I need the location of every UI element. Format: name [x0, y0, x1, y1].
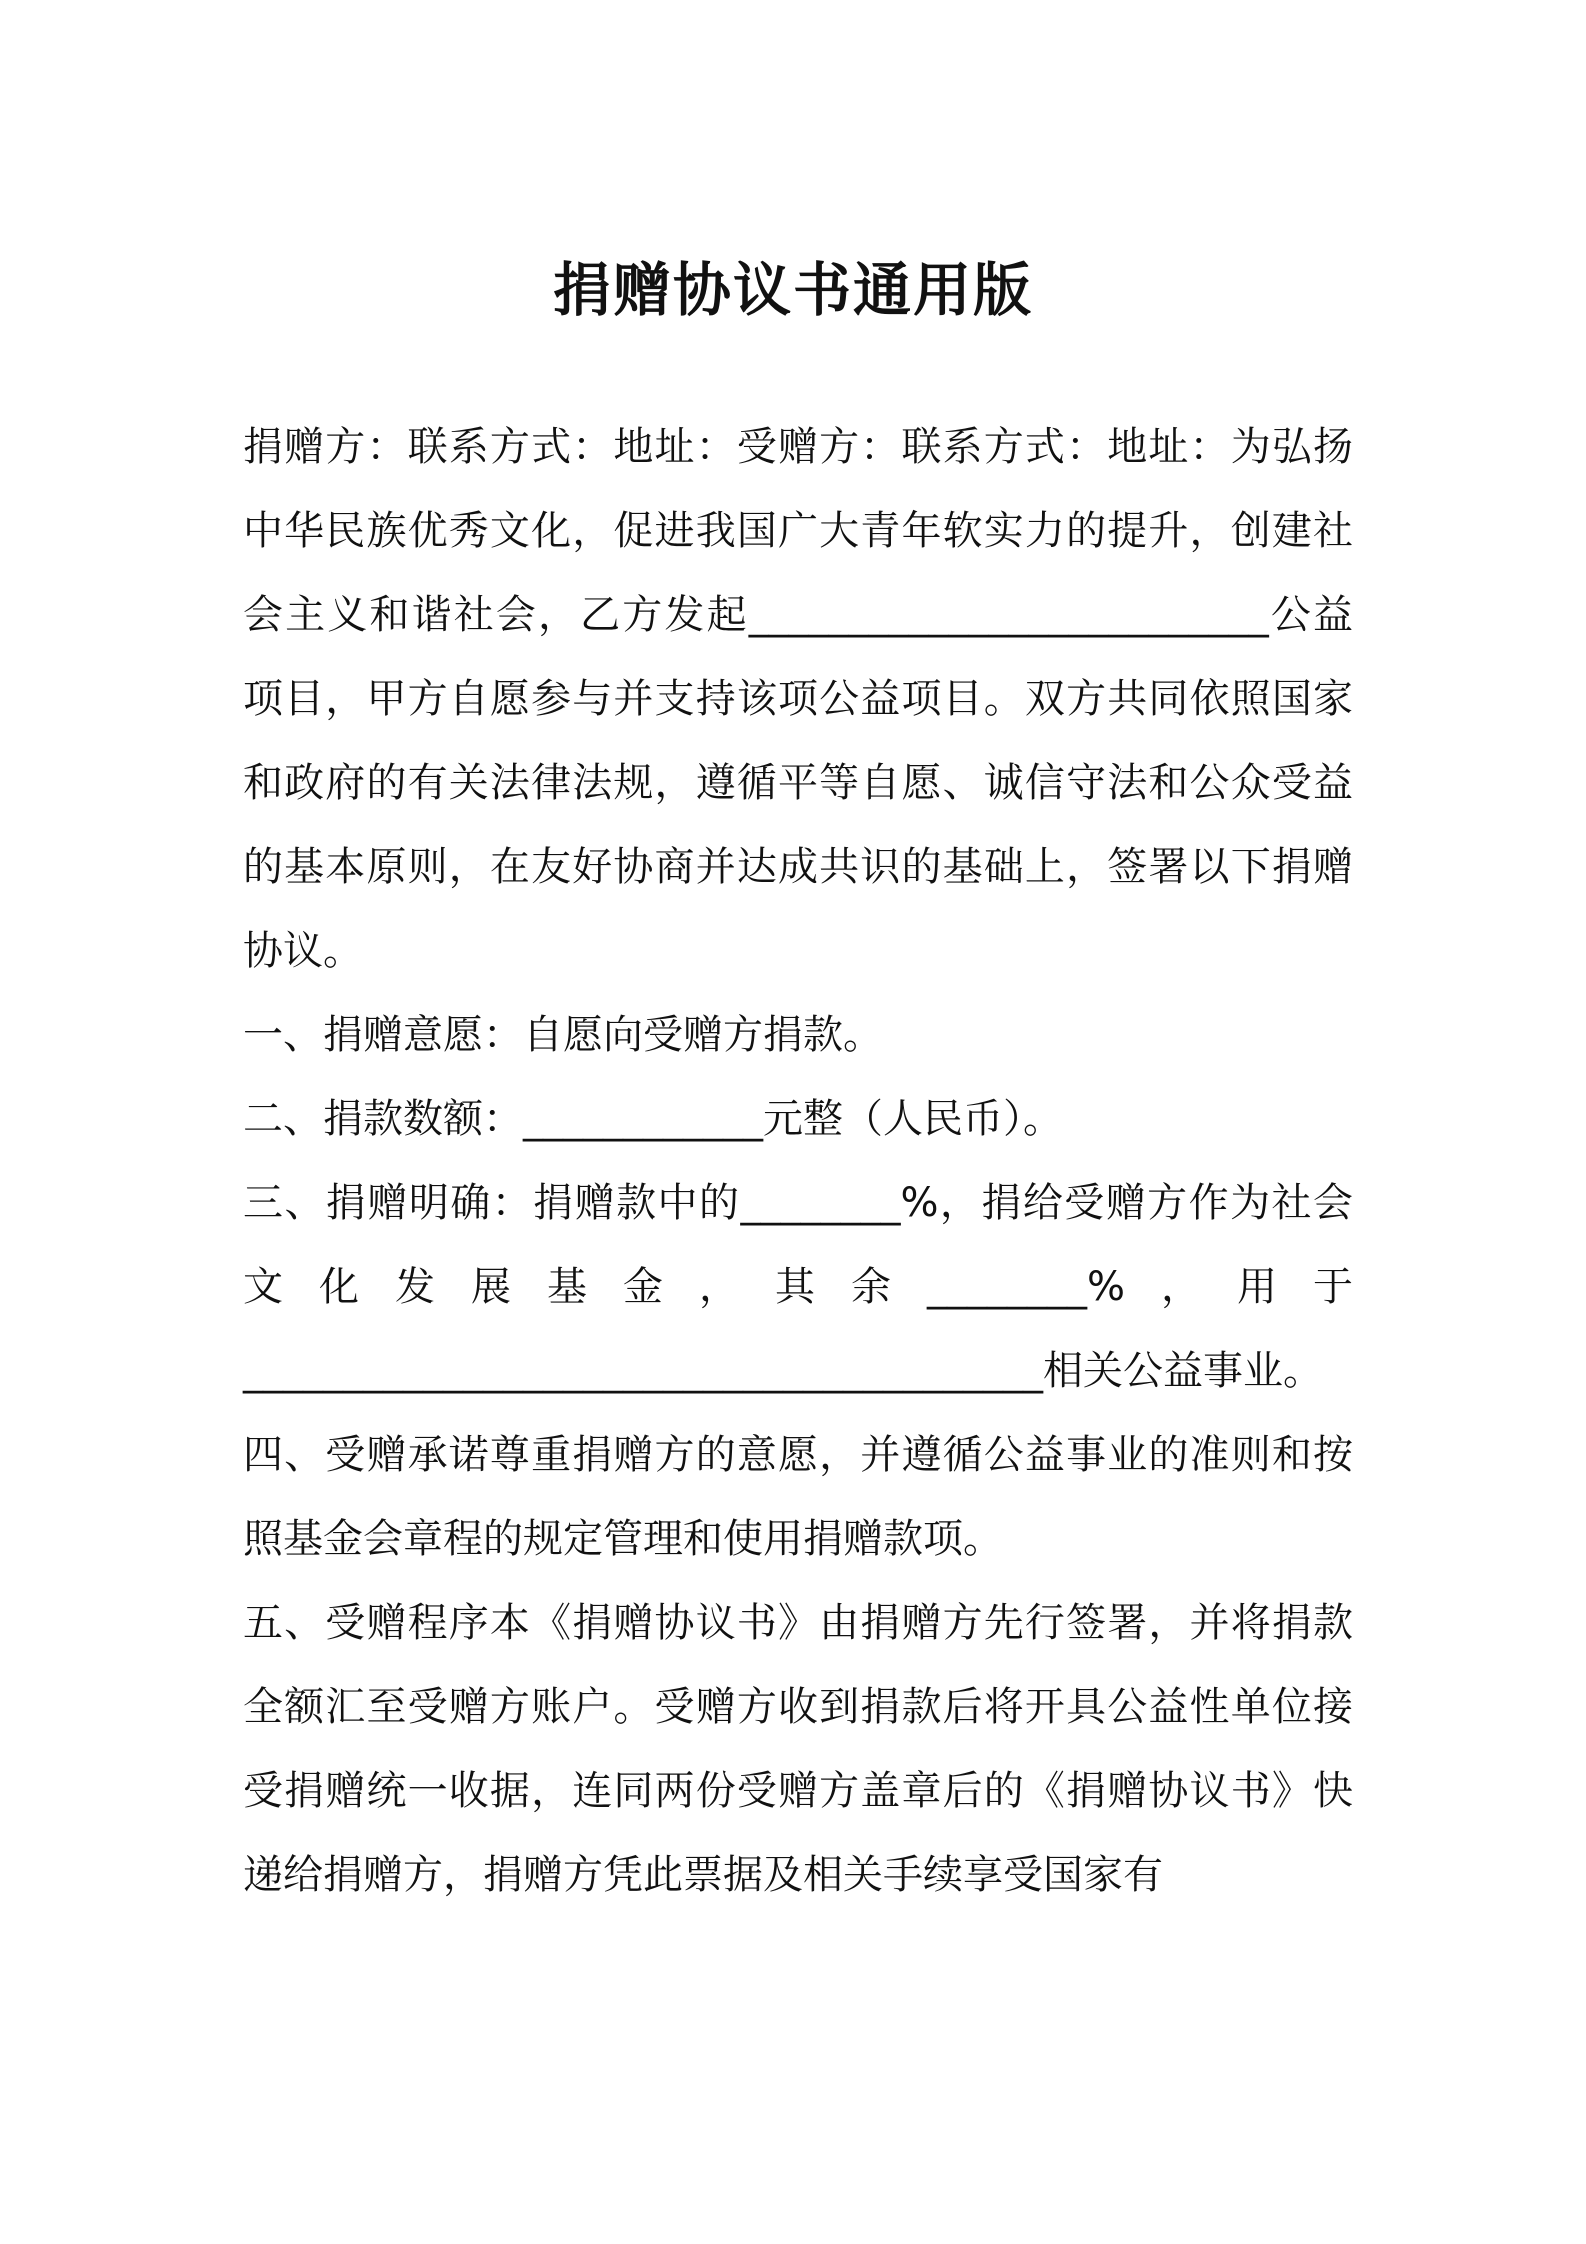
clause-1-paragraph: 一、捐赠意愿：自愿向受赠方捐款。	[243, 1012, 883, 1058]
clause-5-paragraph: 五、受赠程序本《捐赠协议书》由捐赠方先行签署，并将捐款全额汇至受赠方账户。受赠方收到捐款后将开具公益性单位接受捐赠统一收据，连同两份受赠方盖章后的《捐赠协议书》快递给捐赠方，捐赠方凭此票据及相关手续享受国家有	[243, 1600, 1353, 1898]
document-title: 捐赠协议书通用版	[552, 256, 1033, 324]
clause-2-paragraph: 二、捐款数额：____________元整（人民币）。	[243, 1096, 1063, 1142]
document-body	[243, 405, 1353, 1917]
clause-3-paragraph: 三、捐赠明确：捐赠款中的________%，捐给受赠方作为社会文化发展基金，其余________%，用于________________________________________相关公益事业。	[243, 1180, 1353, 1394]
clause-4-paragraph: 四、受赠承诺尊重捐赠方的意愿，并遵循公益事业的准则和按照基金会章程的规定管理和使用捐赠款项。	[243, 1432, 1353, 1562]
preamble-paragraph: 捐赠方：联系方式：地址：受赠方：联系方式：地址：为弘扬中华民族优秀文化，促进我国广大青年软实力的提升，创建社会主义和谐社会，乙方发起__________________________公益项目，甲方自愿参与并支持该项公益项目。双方共同依照国家和政府的有关法律法规，遵循平等自愿、诚信守法和公众受益的基本原则，在友好协商并达成共识的基础上，签署以下捐赠协议。	[243, 424, 1353, 974]
